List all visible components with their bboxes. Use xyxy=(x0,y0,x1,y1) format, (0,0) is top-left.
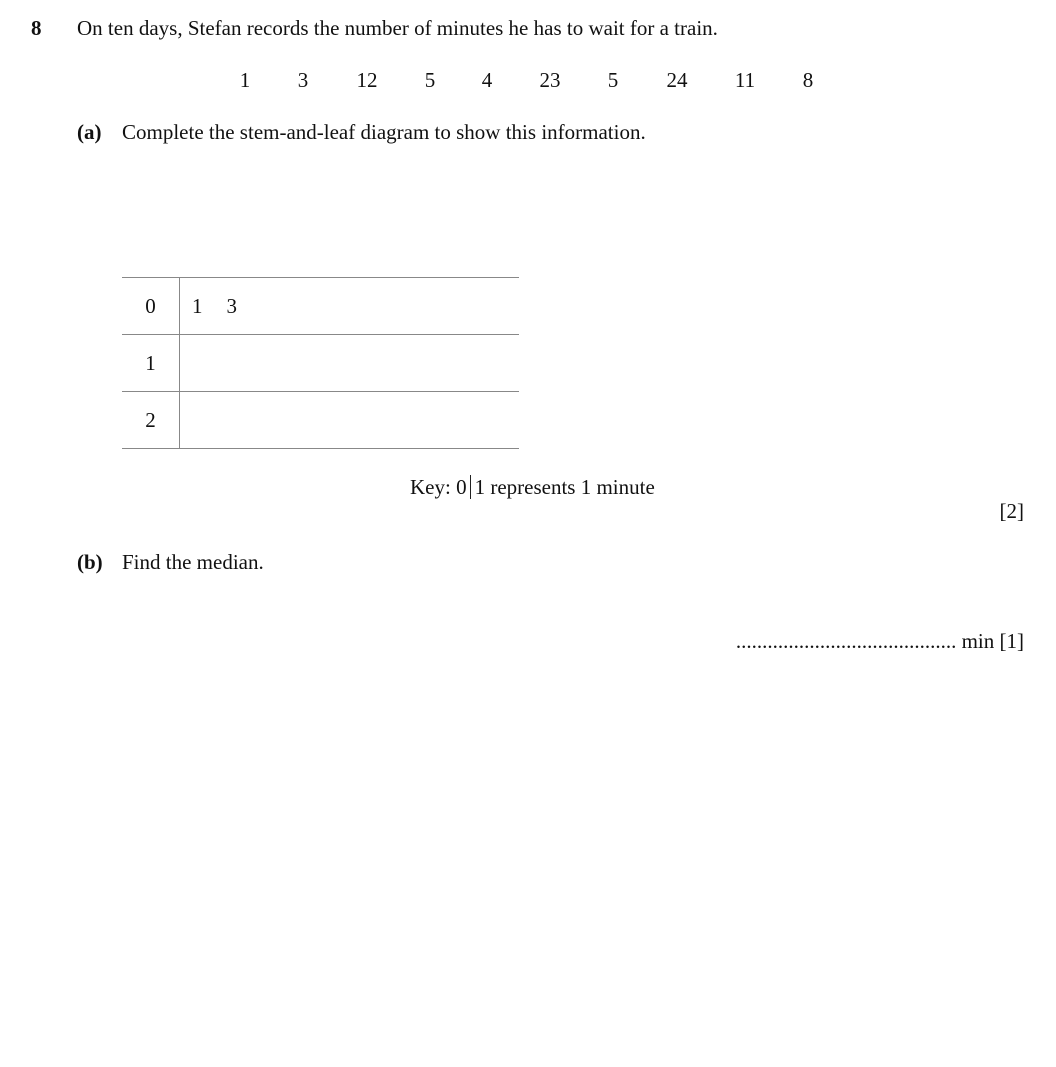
part-a-instruction: Complete the stem-and-leaf diagram to show this information. xyxy=(122,120,646,144)
stem-row xyxy=(122,278,519,335)
data-value: 5 xyxy=(607,68,619,92)
stem-cell: 0 xyxy=(122,278,180,335)
stem-cell: 2 xyxy=(122,392,180,449)
part-b-label: (b) xyxy=(77,550,103,574)
question-intro: On ten days, Stefan records the number of minutes he has to wait for a train. xyxy=(77,16,718,40)
leaf-digit: 3 xyxy=(226,293,237,318)
data-values-row xyxy=(0,70,1056,94)
stem-row xyxy=(122,392,519,449)
key-prefix: Key: 0 xyxy=(410,475,467,499)
part-b-marks: [1] xyxy=(999,629,1024,653)
leaf-digit: 1 xyxy=(192,293,203,318)
diagram-key xyxy=(410,475,655,499)
leaf-cell[interactable] xyxy=(180,278,520,335)
stem-cell: 1 xyxy=(122,335,180,392)
answer-unit: min xyxy=(961,629,995,653)
stem-and-leaf-diagram xyxy=(122,277,519,449)
stem-row xyxy=(122,335,519,392)
data-value: 4 xyxy=(481,68,493,92)
data-value: 11 xyxy=(734,68,756,92)
part-a-label: (a) xyxy=(77,120,102,144)
data-value: 12 xyxy=(356,68,378,92)
data-value: 8 xyxy=(802,68,814,92)
part-a-marks: [2] xyxy=(999,499,1024,523)
median-answer-line[interactable] xyxy=(736,631,1024,652)
answer-dots: .......................................... xyxy=(735,629,957,653)
part-b-instruction: Find the median. xyxy=(122,550,264,574)
data-value: 24 xyxy=(666,68,688,92)
key-suffix: 1 represents 1 minute xyxy=(474,475,655,499)
leaf-cell[interactable] xyxy=(180,335,520,392)
data-value: 3 xyxy=(297,68,309,92)
data-value: 5 xyxy=(424,68,436,92)
question-number: 8 xyxy=(31,16,42,40)
key-divider xyxy=(470,475,471,499)
leaf-cell[interactable] xyxy=(180,392,520,449)
data-value: 23 xyxy=(539,68,561,92)
data-value: 1 xyxy=(239,68,251,92)
